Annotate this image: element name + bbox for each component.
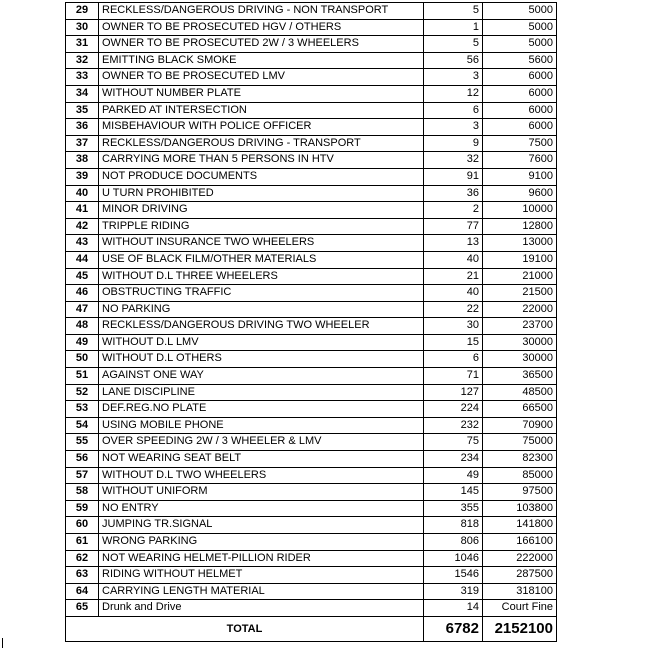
offence-number: 51	[66, 368, 99, 385]
offence-description: LANE DISCIPLINE	[99, 384, 424, 401]
table-row	[66, 135, 557, 152]
table-row	[66, 202, 557, 219]
total-count: 6782	[424, 616, 483, 641]
fine-amount: 287500	[483, 567, 557, 584]
total-label: TOTAL	[66, 616, 424, 641]
offence-count: 6	[424, 102, 483, 119]
offence-number: 63	[66, 567, 99, 584]
fine-amount: 9100	[483, 168, 557, 185]
offence-description: WITHOUT D.L THREE WHEELERS	[99, 268, 424, 285]
offence-description: RECKLESS/DANGEROUS DRIVING - NON TRANSPORT	[99, 3, 424, 20]
offence-number: 30	[66, 19, 99, 36]
fine-amount: 48500	[483, 384, 557, 401]
offence-description: USING MOBILE PHONE	[99, 417, 424, 434]
offence-count: 21	[424, 268, 483, 285]
offence-description: OWNER TO BE PROSECUTED 2W / 3 WHEELERS	[99, 36, 424, 53]
offence-description: OVER SPEEDING 2W / 3 WHEELER & LMV	[99, 434, 424, 451]
table-row	[66, 285, 557, 302]
table-row	[66, 600, 557, 617]
offence-number: 52	[66, 384, 99, 401]
offence-number: 44	[66, 251, 99, 268]
fine-amount: 7500	[483, 135, 557, 152]
offence-description: WITHOUT NUMBER PLATE	[99, 85, 424, 102]
offence-number: 49	[66, 334, 99, 351]
offence-count: 36	[424, 185, 483, 202]
table-row	[66, 85, 557, 102]
offence-description: USE OF BLACK FILM/OTHER MATERIALS	[99, 251, 424, 268]
table-row	[66, 36, 557, 53]
offence-number: 38	[66, 152, 99, 169]
offence-description: TRIPPLE RIDING	[99, 218, 424, 235]
table-row	[66, 102, 557, 119]
table-row	[66, 451, 557, 468]
total-row	[66, 616, 557, 641]
offence-number: 42	[66, 218, 99, 235]
table-row	[66, 484, 557, 501]
offence-number: 34	[66, 85, 99, 102]
offence-number: 33	[66, 69, 99, 86]
offence-number: 53	[66, 401, 99, 418]
offence-number: 37	[66, 135, 99, 152]
fines-table-body	[66, 3, 557, 642]
offence-count: 232	[424, 417, 483, 434]
fine-amount: 5000	[483, 3, 557, 20]
offence-description: WITHOUT D.L LMV	[99, 334, 424, 351]
fine-amount: 141800	[483, 517, 557, 534]
offence-description: OWNER TO BE PROSECUTED HGV / OTHERS	[99, 19, 424, 36]
offence-count: 49	[424, 467, 483, 484]
table-row	[66, 467, 557, 484]
offence-description: WITHOUT D.L TWO WHEELERS	[99, 467, 424, 484]
fine-amount: 97500	[483, 484, 557, 501]
table-row	[66, 334, 557, 351]
fine-amount: 82300	[483, 451, 557, 468]
table-row	[66, 417, 557, 434]
fine-amount: 21000	[483, 268, 557, 285]
offence-count: 234	[424, 451, 483, 468]
offence-description: CARRYING LENGTH MATERIAL	[99, 583, 424, 600]
offence-description: WITHOUT D.L OTHERS	[99, 351, 424, 368]
fine-amount: 19100	[483, 251, 557, 268]
offence-number: 65	[66, 600, 99, 617]
fine-amount: 70900	[483, 417, 557, 434]
offence-count: 15	[424, 334, 483, 351]
offence-description: WRONG PARKING	[99, 534, 424, 551]
fine-amount: 6000	[483, 85, 557, 102]
offence-description: RECKLESS/DANGEROUS DRIVING - TRANSPORT	[99, 135, 424, 152]
offence-description: CARRYING MORE THAN 5 PERSONS IN HTV	[99, 152, 424, 169]
offence-count: 56	[424, 52, 483, 69]
table-row	[66, 583, 557, 600]
table-row	[66, 152, 557, 169]
offence-number: 35	[66, 102, 99, 119]
table-row	[66, 384, 557, 401]
offence-number: 36	[66, 119, 99, 136]
fine-amount: 30000	[483, 351, 557, 368]
fine-amount: 5000	[483, 36, 557, 53]
fine-amount: Court Fine	[483, 600, 557, 617]
table-row	[66, 434, 557, 451]
fine-amount: 13000	[483, 235, 557, 252]
table-row	[66, 534, 557, 551]
offence-description: NO ENTRY	[99, 500, 424, 517]
offence-number: 41	[66, 202, 99, 219]
fine-amount: 166100	[483, 534, 557, 551]
offence-description: RIDING WITHOUT HELMET	[99, 567, 424, 584]
fine-amount: 30000	[483, 334, 557, 351]
fine-amount: 6000	[483, 119, 557, 136]
offence-number: 31	[66, 36, 99, 53]
fine-amount: 36500	[483, 368, 557, 385]
fine-amount: 10000	[483, 202, 557, 219]
fine-amount: 85000	[483, 467, 557, 484]
table-row	[66, 500, 557, 517]
offence-count: 1546	[424, 567, 483, 584]
offence-number: 39	[66, 168, 99, 185]
offence-number: 60	[66, 517, 99, 534]
offence-number: 32	[66, 52, 99, 69]
fine-amount: 23700	[483, 318, 557, 335]
offence-count: 30	[424, 318, 483, 335]
offence-number: 61	[66, 534, 99, 551]
table-row	[66, 185, 557, 202]
offence-description: OBSTRUCTING TRAFFIC	[99, 285, 424, 302]
table-row	[66, 368, 557, 385]
offence-description: AGAINST ONE WAY	[99, 368, 424, 385]
offence-description: Drunk and Drive	[99, 600, 424, 617]
fine-amount: 5000	[483, 19, 557, 36]
offence-description: DEF.REG.NO PLATE	[99, 401, 424, 418]
fine-amount: 66500	[483, 401, 557, 418]
offence-count: 40	[424, 251, 483, 268]
offence-count: 32	[424, 152, 483, 169]
offence-count: 9	[424, 135, 483, 152]
fine-amount: 12800	[483, 218, 557, 235]
fine-amount: 6000	[483, 69, 557, 86]
offence-count: 6	[424, 351, 483, 368]
offence-count: 1046	[424, 550, 483, 567]
fine-amount: 22000	[483, 301, 557, 318]
offence-count: 40	[424, 285, 483, 302]
table-row	[66, 235, 557, 252]
offence-number: 43	[66, 235, 99, 252]
offence-number: 56	[66, 451, 99, 468]
fine-amount: 222000	[483, 550, 557, 567]
offence-number: 57	[66, 467, 99, 484]
fine-amount: 5600	[483, 52, 557, 69]
offence-number: 47	[66, 301, 99, 318]
offence-description: NOT WEARING HELMET-PILLION RIDER	[99, 550, 424, 567]
offence-number: 45	[66, 268, 99, 285]
offence-count: 77	[424, 218, 483, 235]
offence-count: 127	[424, 384, 483, 401]
offence-description: PARKED AT INTERSECTION	[99, 102, 424, 119]
offence-count: 22	[424, 301, 483, 318]
table-row	[66, 251, 557, 268]
offence-number: 48	[66, 318, 99, 335]
offence-description: JUMPING TR.SIGNAL	[99, 517, 424, 534]
offence-number: 46	[66, 285, 99, 302]
offence-count: 145	[424, 484, 483, 501]
offence-number: 59	[66, 500, 99, 517]
traffic-fines-table	[65, 2, 557, 642]
offence-count: 355	[424, 500, 483, 517]
offence-description: MINOR DRIVING	[99, 202, 424, 219]
fine-amount: 7600	[483, 152, 557, 169]
table-row	[66, 69, 557, 86]
table-row	[66, 268, 557, 285]
offence-description: NO PARKING	[99, 301, 424, 318]
offence-number: 54	[66, 417, 99, 434]
table-row	[66, 401, 557, 418]
table-row	[66, 3, 557, 20]
table-row	[66, 318, 557, 335]
offence-description: OWNER TO BE PROSECUTED LMV	[99, 69, 424, 86]
table-row	[66, 517, 557, 534]
offence-description: WITHOUT INSURANCE TWO WHEELERS	[99, 235, 424, 252]
offence-description: NOT WEARING SEAT BELT	[99, 451, 424, 468]
offence-description: U TURN PROHIBITED	[99, 185, 424, 202]
offence-number: 62	[66, 550, 99, 567]
offence-count: 319	[424, 583, 483, 600]
offence-count: 75	[424, 434, 483, 451]
table-row	[66, 567, 557, 584]
offence-number: 40	[66, 185, 99, 202]
offence-description: WITHOUT UNIFORM	[99, 484, 424, 501]
table-row	[66, 351, 557, 368]
table-row	[66, 119, 557, 136]
fine-amount: 9600	[483, 185, 557, 202]
offence-count: 5	[424, 3, 483, 20]
table-row	[66, 19, 557, 36]
fine-amount: 6000	[483, 102, 557, 119]
offence-count: 818	[424, 517, 483, 534]
offence-description: RECKLESS/DANGEROUS DRIVING TWO WHEELER	[99, 318, 424, 335]
offence-number: 29	[66, 3, 99, 20]
offence-description: EMITTING BLACK SMOKE	[99, 52, 424, 69]
fine-amount: 103800	[483, 500, 557, 517]
fine-amount: 75000	[483, 434, 557, 451]
offence-count: 3	[424, 69, 483, 86]
offence-number: 55	[66, 434, 99, 451]
table-row	[66, 52, 557, 69]
offence-description: NOT PRODUCE DOCUMENTS	[99, 168, 424, 185]
offence-number: 50	[66, 351, 99, 368]
fine-amount: 21500	[483, 285, 557, 302]
offence-count: 14	[424, 600, 483, 617]
total-amount: 2152100	[483, 616, 557, 641]
offence-number: 58	[66, 484, 99, 501]
offence-count: 71	[424, 368, 483, 385]
offence-count: 5	[424, 36, 483, 53]
offence-count: 13	[424, 235, 483, 252]
offence-count: 3	[424, 119, 483, 136]
offence-count: 1	[424, 19, 483, 36]
offence-count: 12	[424, 85, 483, 102]
offence-count: 2	[424, 202, 483, 219]
margin-mark	[2, 638, 3, 648]
offence-number: 64	[66, 583, 99, 600]
offence-description: MISBEHAVIOUR WITH POLICE OFFICER	[99, 119, 424, 136]
offence-count: 91	[424, 168, 483, 185]
offence-count: 806	[424, 534, 483, 551]
table-row	[66, 301, 557, 318]
table-row	[66, 550, 557, 567]
table-row	[66, 218, 557, 235]
table-row	[66, 168, 557, 185]
offence-count: 224	[424, 401, 483, 418]
fine-amount: 318100	[483, 583, 557, 600]
